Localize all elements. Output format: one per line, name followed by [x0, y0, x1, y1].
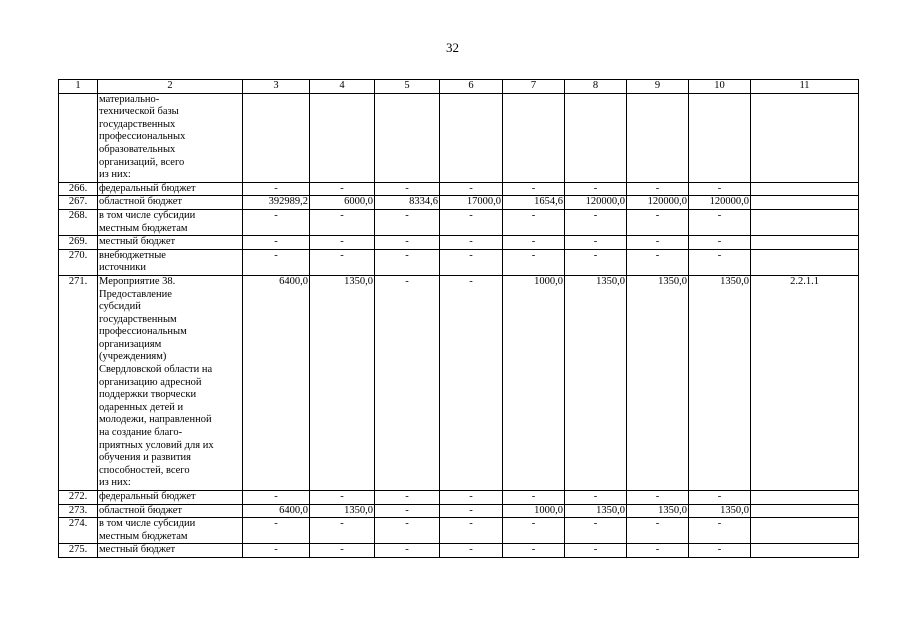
column-header: 8: [565, 80, 627, 94]
value-cell: 1000,0: [503, 275, 565, 490]
value-cell: -: [503, 491, 565, 505]
value-cell: -: [375, 249, 440, 275]
value-cell: 6400,0: [243, 275, 310, 490]
value-cell: -: [627, 182, 689, 196]
row-number: 273.: [59, 504, 98, 518]
table-row: [59, 504, 859, 518]
value-cell: -: [440, 275, 503, 490]
value-cell: -: [503, 518, 565, 544]
value-cell: -: [689, 491, 751, 505]
value-cell: 1350,0: [627, 504, 689, 518]
value-cell: -: [310, 209, 375, 235]
value-cell: -: [565, 518, 627, 544]
value-cell: -: [689, 249, 751, 275]
value-cell: [503, 93, 565, 182]
row-number: 275.: [59, 544, 98, 558]
row-name: местный бюджет: [98, 236, 243, 250]
value-cell: -: [503, 544, 565, 558]
page-number: 32: [446, 40, 459, 55]
value-cell: -: [440, 518, 503, 544]
value-cell: 392989,2: [243, 196, 310, 210]
value-cell: [565, 93, 627, 182]
value-cell: 1654,6: [503, 196, 565, 210]
reference-cell: [751, 504, 859, 518]
reference-cell: [751, 196, 859, 210]
header-row: [59, 80, 859, 94]
value-cell: 1350,0: [689, 504, 751, 518]
value-cell: -: [689, 236, 751, 250]
value-cell: [440, 93, 503, 182]
value-cell: -: [440, 209, 503, 235]
table-row: [59, 544, 859, 558]
value-cell: -: [565, 182, 627, 196]
reference-cell: [751, 209, 859, 235]
value-cell: 120000,0: [689, 196, 751, 210]
value-cell: -: [375, 209, 440, 235]
value-cell: -: [627, 491, 689, 505]
table-row: [59, 491, 859, 505]
value-cell: 6400,0: [243, 504, 310, 518]
row-number: 270.: [59, 249, 98, 275]
row-name: федеральный бюджет: [98, 491, 243, 505]
value-cell: 1350,0: [627, 275, 689, 490]
value-cell: -: [243, 209, 310, 235]
table-row: [59, 93, 859, 182]
value-cell: 120000,0: [565, 196, 627, 210]
row-name: областной бюджет: [98, 196, 243, 210]
value-cell: -: [503, 236, 565, 250]
value-cell: -: [565, 544, 627, 558]
value-cell: -: [689, 518, 751, 544]
value-cell: -: [440, 544, 503, 558]
column-header: 9: [627, 80, 689, 94]
value-cell: -: [310, 544, 375, 558]
value-cell: -: [627, 209, 689, 235]
column-header: 1: [59, 80, 98, 94]
row-name: внебюджетные источники: [98, 249, 243, 275]
row-number: 268.: [59, 209, 98, 235]
value-cell: -: [375, 518, 440, 544]
value-cell: -: [243, 518, 310, 544]
value-cell: -: [375, 182, 440, 196]
value-cell: -: [440, 504, 503, 518]
value-cell: -: [243, 182, 310, 196]
value-cell: 1000,0: [503, 504, 565, 518]
table-row: [59, 182, 859, 196]
row-name: в том числе субсидии местным бюджетам: [98, 518, 243, 544]
row-name: Мероприятие 38. Предоставление субсидий государственным профессиональным организациям (учреждениям) Свердловской области на организацию адресной поддержки творчески одаренных детей и молодежи, направленной на создание благо- приятных условий для их обучения и развития способностей, всего из них:: [98, 275, 243, 490]
value-cell: -: [627, 518, 689, 544]
row-name: федеральный бюджет: [98, 182, 243, 196]
table-row: [59, 249, 859, 275]
value-cell: -: [243, 491, 310, 505]
reference-cell: [751, 182, 859, 196]
row-name: в том числе субсидии местным бюджетам: [98, 209, 243, 235]
column-header: 11: [751, 80, 859, 94]
reference-cell: [751, 236, 859, 250]
value-cell: 1350,0: [565, 275, 627, 490]
value-cell: [627, 93, 689, 182]
value-cell: -: [440, 491, 503, 505]
column-header: 7: [503, 80, 565, 94]
reference-cell: [751, 491, 859, 505]
value-cell: -: [440, 249, 503, 275]
row-number: 271.: [59, 275, 98, 490]
value-cell: -: [243, 249, 310, 275]
value-cell: -: [310, 491, 375, 505]
value-cell: -: [503, 249, 565, 275]
value-cell: -: [503, 209, 565, 235]
value-cell: -: [627, 249, 689, 275]
value-cell: [243, 93, 310, 182]
value-cell: -: [375, 275, 440, 490]
row-number: 269.: [59, 236, 98, 250]
table-row: [59, 209, 859, 235]
value-cell: -: [565, 209, 627, 235]
value-cell: -: [310, 518, 375, 544]
value-cell: -: [243, 544, 310, 558]
value-cell: 6000,0: [310, 196, 375, 210]
value-cell: -: [310, 182, 375, 196]
value-cell: -: [627, 544, 689, 558]
column-header: 3: [243, 80, 310, 94]
value-cell: -: [310, 249, 375, 275]
column-header: 4: [310, 80, 375, 94]
reference-cell: [751, 93, 859, 182]
row-number: 274.: [59, 518, 98, 544]
value-cell: -: [565, 249, 627, 275]
value-cell: 120000,0: [627, 196, 689, 210]
table-row: [59, 518, 859, 544]
value-cell: [375, 93, 440, 182]
value-cell: -: [689, 209, 751, 235]
value-cell: -: [375, 504, 440, 518]
reference-cell: [751, 249, 859, 275]
value-cell: -: [375, 236, 440, 250]
column-header: 6: [440, 80, 503, 94]
reference-cell: [751, 544, 859, 558]
value-cell: -: [243, 236, 310, 250]
table-row: [59, 196, 859, 210]
row-name: материально- технической базы государственных профессиональных образовательных организаций, всего из них:: [98, 93, 243, 182]
column-header: 2: [98, 80, 243, 94]
value-cell: 1350,0: [310, 504, 375, 518]
column-header: 10: [689, 80, 751, 94]
value-cell: -: [503, 182, 565, 196]
value-cell: 17000,0: [440, 196, 503, 210]
value-cell: -: [689, 182, 751, 196]
budget-table: [58, 79, 859, 558]
row-number: 272.: [59, 491, 98, 505]
value-cell: -: [310, 236, 375, 250]
value-cell: 1350,0: [565, 504, 627, 518]
value-cell: -: [375, 491, 440, 505]
table-row: [59, 275, 859, 490]
value-cell: 1350,0: [310, 275, 375, 490]
value-cell: -: [440, 236, 503, 250]
value-cell: 8334,6: [375, 196, 440, 210]
row-number: [59, 93, 98, 182]
value-cell: [310, 93, 375, 182]
table-row: [59, 236, 859, 250]
value-cell: -: [627, 236, 689, 250]
value-cell: -: [375, 544, 440, 558]
column-header: 5: [375, 80, 440, 94]
value-cell: -: [689, 544, 751, 558]
value-cell: [689, 93, 751, 182]
row-number: 266.: [59, 182, 98, 196]
row-name: местный бюджет: [98, 544, 243, 558]
reference-cell: [751, 518, 859, 544]
reference-cell: 2.2.1.1: [751, 275, 859, 490]
value-cell: -: [440, 182, 503, 196]
value-cell: -: [565, 491, 627, 505]
value-cell: 1350,0: [689, 275, 751, 490]
row-number: 267.: [59, 196, 98, 210]
row-name: областной бюджет: [98, 504, 243, 518]
value-cell: -: [565, 236, 627, 250]
